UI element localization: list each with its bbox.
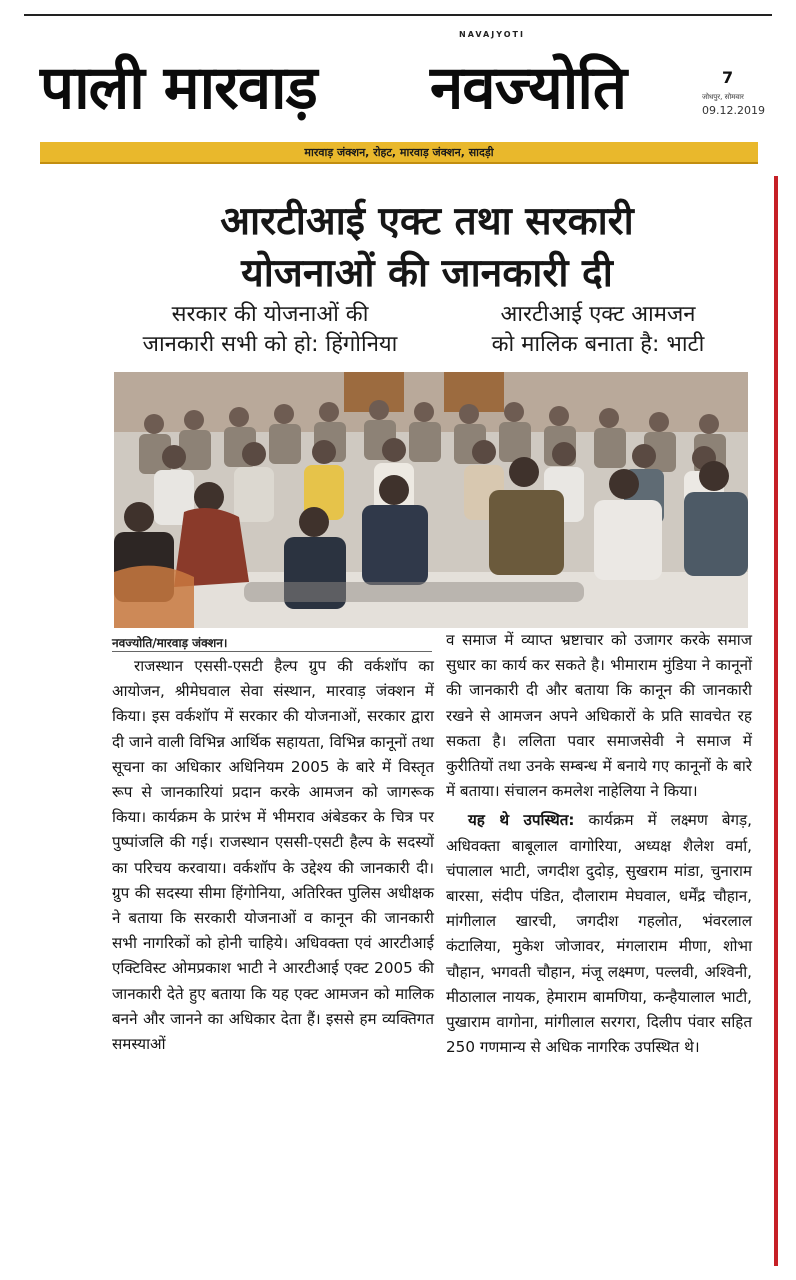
- dateline-rule: [112, 651, 432, 652]
- subhead-right-line-1: आरटीआई एक्ट आमजन: [500, 302, 696, 327]
- workshop-audience-photo: [114, 372, 748, 628]
- headline-line-2: योजनाओं की जानकारी दी: [241, 251, 613, 296]
- right-red-rule: [774, 176, 778, 1266]
- article-left-column: [112, 654, 434, 1057]
- article-right-column: [446, 628, 752, 1060]
- subhead-left: [110, 300, 430, 360]
- subhead-right-line-2: को मालिक बनाता है: भाटी: [491, 332, 705, 357]
- edition-bar-text: मारवाड़ जंक्शन, रोहट, मारवाड़ जंक्शन, सादड़ी: [304, 146, 494, 159]
- article-right-paragraph: व समाज में व्याप्त भ्रष्टाचार को उजागर करके समाज सुधार का कार्य कर सकते है। भीमाराम मुंडिया ने कानूनों की जानकारी दी और बताया कि कानून की जानकारी रखने से आमजन अपने अधिकारों के प्रति सावचेत रह सकता है। ललिता पवार समाजसेवी ने समाज में कुरीतियों तथा उनके सम्बन्ध में बनाये गए कानूनों के बारे में बताया। संचालन कमलेश नाहेलिया ने किया।: [446, 631, 752, 801]
- masthead-left-title: पाली मारवाड़: [40, 53, 317, 123]
- attendees-text: कार्यक्रम में लक्ष्मण बेगड़, अधिवक्ता बाबूलाल वागोरिया, अध्यक्ष शैलेश वर्मा, चंपालाल भाटी, जगदीश दुदोड़, सुखराम मांडा, चुनाराम बारसा, संदीप पंडित, दौलाराम मेघवाल, धर्मेंद्र चौहान, मांगीलाल खारची, जगदीश गहलोत, भंवरलाल कंटालिया, मुकेश जोजावर, मंगलाराम मीणा, शोभा चौहान, भगवती चौहान, मंजू लक्ष्मण, पल्लवी, अश्विनी, मीठालाल नायक, हेमाराम बामणिया, कन्हैयालाल भाटी, पुखाराम वागोना, मांगीलाल सरगरा, दिलीप पंवार सहित 250 गणमान्य से अधिक नागरिक उपस्थित थे।: [446, 811, 753, 1057]
- navajyoti-logo-icon: [456, 22, 528, 52]
- headline: [92, 196, 762, 300]
- article-left-paragraph: राजस्थान एससी-एसटी हैल्प ग्रुप की वर्कशॉप का आयोजन, श्रीमेघवाल सेवा संस्थान, मारवाड़ जंक्शन में किया। इस वर्कशॉप में सरकार की योजनाओं, सरकार द्वारा दी जाने वाली विभिन्न आर्थिक सहायता, विभिन्न कानूनों तथा सूचना का अधिकार अधिनियम 2005 के बारे में विस्तृत रूप से जानकारियां प्रदान करके आमजन को जागरूक किया। कार्यक्रम के प्रारंभ में भीमराव अंबेडकर के चित्र पर पुष्पांजलि की गई। राजस्थान एससी-एसटी हैल्प के सदस्यों का परिचय करवाया। वर्कशॉप के उद्देश्य की जानकारी दी। ग्रुप की सदस्या सीमा हिंगोनिया, अतिरिक्त पुलिस अधीक्षक ने बताया कि सरकारी योजनाओं व कानून की जानकारी सभी नागरिकों को होनी चाहिये। अधिवक्ता एवं आरटीआई एक्टिविस्ट ओमप्रकाश भाटी ने आरटीआई एक्ट 2005 की जानकारी देते हुए बताया कि यह एक्ट आमजन को मालिक बनने और जानने का अधिकार देता हैं। इससे हम व्यक्तिगत समस्याओं: [112, 657, 434, 1054]
- attendees-label: यह थे उपस्थित:: [468, 811, 575, 830]
- page-place: जोधपुर, सोमवार: [702, 93, 744, 101]
- logo-text: NAVAJYOTI: [459, 30, 525, 39]
- headline-line-1: आरटीआई एक्ट तथा सरकारी: [220, 199, 634, 244]
- masthead-right-title: नवज्योति: [430, 53, 627, 123]
- edition-bar: [40, 142, 758, 164]
- top-rule: [24, 14, 772, 16]
- subhead-left-line-2: जानकारी सभी को हो: हिंगोनिया: [142, 332, 398, 357]
- dateline: नवज्योति/मारवाड़ जंक्शन।: [112, 636, 228, 650]
- attendees-paragraph: [446, 808, 752, 1060]
- page-date: 09.12.2019: [702, 104, 765, 117]
- subhead-right: [448, 300, 748, 360]
- subhead-left-line-1: सरकार की योजनाओं की: [171, 302, 369, 327]
- page-number: 7: [722, 68, 734, 87]
